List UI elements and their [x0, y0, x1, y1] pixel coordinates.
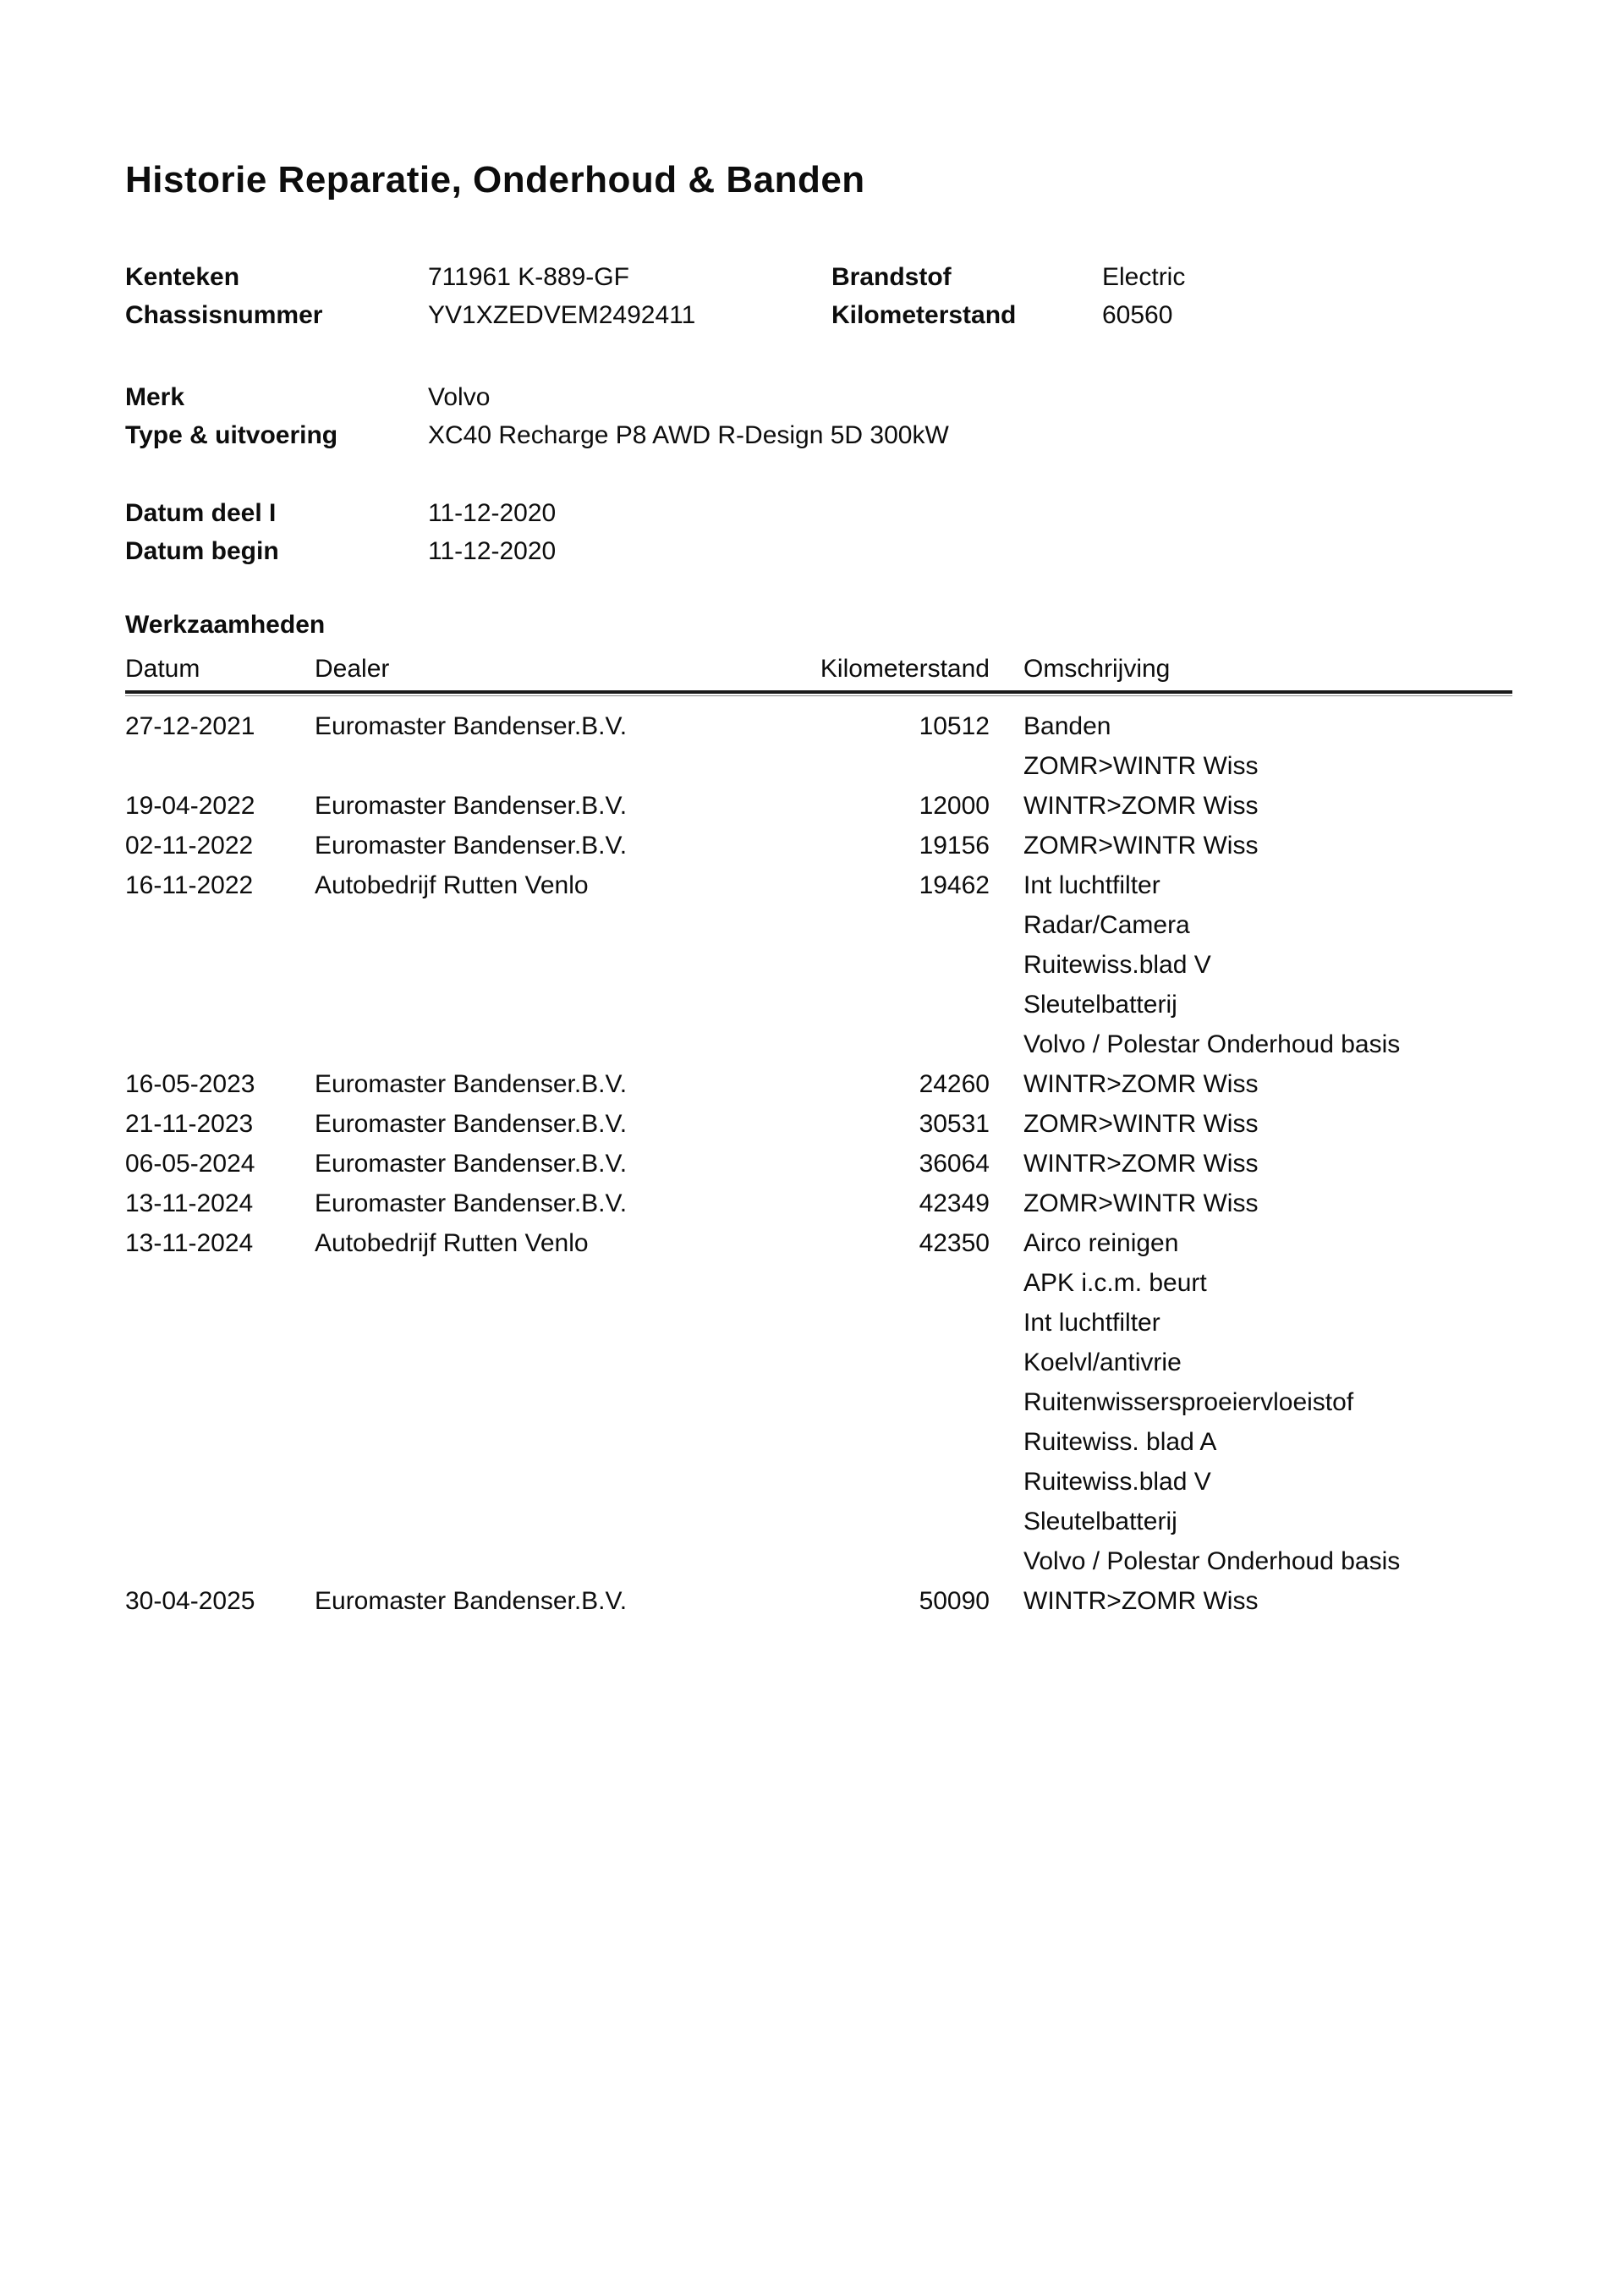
brandstof-value: Electric: [1102, 262, 1186, 291]
omschrijving-line: Airco reinigen: [1023, 1228, 1179, 1257]
cell-datum: 13-11-2024: [125, 1228, 254, 1257]
table-row: [125, 1184, 1512, 1223]
table-row: [125, 1064, 1512, 1104]
cell-kilometerstand: 42350: [919, 1228, 990, 1257]
table-row: [125, 1223, 1512, 1581]
cell-omschrijving: [990, 1064, 1512, 1104]
omschrijving-line: WINTR>ZOMR Wiss: [1023, 1149, 1259, 1178]
omschrijving-line: Koelvl/antivrie: [1023, 1348, 1182, 1376]
cell-dealer: Euromaster Bandenser.B.V.: [315, 1109, 628, 1138]
cell-omschrijving: [990, 706, 1512, 786]
kenteken-label: Kenteken: [125, 262, 240, 291]
cell-dealer: Euromaster Bandenser.B.V.: [315, 1189, 628, 1217]
cell-kilometerstand: 50090: [919, 1586, 990, 1615]
cell-kilometerstand: 30531: [919, 1109, 990, 1138]
table-row: [125, 1144, 1512, 1184]
omschrijving-line: ZOMR>WINTR Wiss: [1023, 1109, 1259, 1138]
omschrijving-line: Banden: [1023, 711, 1111, 740]
vehicle-model-block: [125, 378, 1512, 454]
datum-begin-label: Datum begin: [125, 536, 279, 565]
page-title: Historie Reparatie, Onderhoud & Banden: [125, 159, 865, 200]
cell-dealer: Euromaster Bandenser.B.V.: [315, 1586, 628, 1615]
omschrijving-line: Ruitenwissersproeiervloeistof: [1023, 1387, 1354, 1416]
chassisnummer-label: Chassisnummer: [125, 300, 323, 329]
cell-dealer: Euromaster Bandenser.B.V.: [315, 831, 628, 860]
cell-dealer: Euromaster Bandenser.B.V.: [315, 1149, 628, 1178]
cell-omschrijving: [990, 786, 1512, 826]
omschrijving-line: WINTR>ZOMR Wiss: [1023, 1586, 1259, 1615]
cell-omschrijving: [990, 1184, 1512, 1223]
type-uitvoering-label: Type & uitvoering: [125, 420, 338, 449]
table-row: [125, 1581, 1512, 1621]
table-row: [125, 826, 1512, 865]
omschrijving-line: ZOMR>WINTR Wiss: [1023, 1189, 1259, 1217]
cell-kilometerstand: 19462: [919, 871, 990, 899]
omschrijving-line: Volvo / Polestar Onderhoud basis: [1023, 1030, 1401, 1058]
cell-kilometerstand: 24260: [919, 1069, 990, 1098]
vehicle-id-block: [125, 258, 1512, 334]
cell-omschrijving: [990, 826, 1512, 865]
work-history-table: [125, 655, 1512, 1621]
kilometerstand-value: 60560: [1102, 300, 1173, 329]
table-header-datum: Datum: [125, 654, 200, 683]
cell-dealer: Autobedrijf Rutten Venlo: [315, 871, 589, 899]
omschrijving-line: Radar/Camera: [1023, 910, 1190, 939]
table-row: [125, 706, 1512, 786]
omschrijving-line: APK i.c.m. beurt: [1023, 1268, 1207, 1297]
datum-deel1-value: 11-12-2020: [428, 498, 557, 527]
omschrijving-line: WINTR>ZOMR Wiss: [1023, 1069, 1259, 1098]
table-header-dealer: Dealer: [315, 654, 390, 683]
table-header-kilometerstand: Kilometerstand: [820, 654, 990, 683]
cell-kilometerstand: 19156: [919, 831, 990, 860]
table-row: [125, 786, 1512, 826]
section-title-werkzaamheden: Werkzaamheden: [125, 610, 326, 639]
cell-datum: 16-11-2022: [125, 871, 254, 899]
cell-dealer: Autobedrijf Rutten Venlo: [315, 1228, 589, 1257]
kenteken-value: 711961 K-889-GF: [428, 262, 629, 291]
datum-begin-value: 11-12-2020: [428, 536, 557, 565]
chassisnummer-value: YV1XZEDVEM2492411: [428, 300, 696, 329]
cell-datum: 19-04-2022: [125, 791, 255, 820]
brandstof-label: Brandstof: [831, 262, 952, 291]
cell-omschrijving: [990, 1581, 1512, 1621]
cell-kilometerstand: 42349: [919, 1189, 990, 1217]
omschrijving-line: Int luchtfilter: [1023, 1308, 1160, 1337]
cell-dealer: Euromaster Bandenser.B.V.: [315, 711, 628, 740]
cell-datum: 21-11-2023: [125, 1109, 254, 1138]
omschrijving-line: WINTR>ZOMR Wiss: [1023, 791, 1259, 820]
cell-omschrijving: [990, 865, 1512, 1064]
omschrijving-line: ZOMR>WINTR Wiss: [1023, 831, 1259, 860]
type-uitvoering-value: XC40 Recharge P8 AWD R-Design 5D 300kW: [428, 420, 949, 449]
merk-label: Merk: [125, 382, 185, 411]
cell-datum: 02-11-2022: [125, 831, 254, 860]
cell-datum: 30-04-2025: [125, 1586, 255, 1615]
omschrijving-line: Sleutelbatterij: [1023, 990, 1177, 1019]
cell-datum: 06-05-2024: [125, 1149, 255, 1178]
kilometerstand-label: Kilometerstand: [831, 300, 1017, 329]
table-header-row: [125, 655, 1512, 684]
cell-dealer: Euromaster Bandenser.B.V.: [315, 1069, 628, 1098]
cell-omschrijving: [990, 1104, 1512, 1144]
table-row: [125, 1104, 1512, 1144]
omschrijving-line: Int luchtfilter: [1023, 871, 1160, 899]
work-table-body: [125, 696, 1512, 1621]
omschrijving-line: Ruitewiss.blad V: [1023, 950, 1211, 979]
vehicle-dates-block: [125, 494, 1512, 570]
omschrijving-line: ZOMR>WINTR Wiss: [1023, 751, 1259, 780]
omschrijving-line: Ruitewiss.blad V: [1023, 1467, 1211, 1496]
cell-datum: 13-11-2024: [125, 1189, 254, 1217]
table-row: [125, 865, 1512, 1064]
omschrijving-line: Ruitewiss. blad A: [1023, 1427, 1217, 1456]
merk-value: Volvo: [428, 382, 491, 411]
table-header-omschrijving: Omschrijving: [1023, 654, 1171, 683]
omschrijving-line: Volvo / Polestar Onderhoud basis: [1023, 1546, 1401, 1575]
datum-deel1-label: Datum deel I: [125, 498, 277, 527]
cell-datum: 16-05-2023: [125, 1069, 255, 1098]
cell-kilometerstand: 10512: [919, 711, 990, 740]
cell-dealer: Euromaster Bandenser.B.V.: [315, 791, 628, 820]
cell-omschrijving: [990, 1144, 1512, 1184]
cell-kilometerstand: 36064: [919, 1149, 990, 1178]
cell-datum: 27-12-2021: [125, 711, 255, 740]
cell-kilometerstand: 12000: [919, 791, 990, 820]
table-header-divider: [125, 690, 1512, 696]
omschrijving-line: Sleutelbatterij: [1023, 1507, 1177, 1535]
cell-omschrijving: [990, 1223, 1512, 1581]
